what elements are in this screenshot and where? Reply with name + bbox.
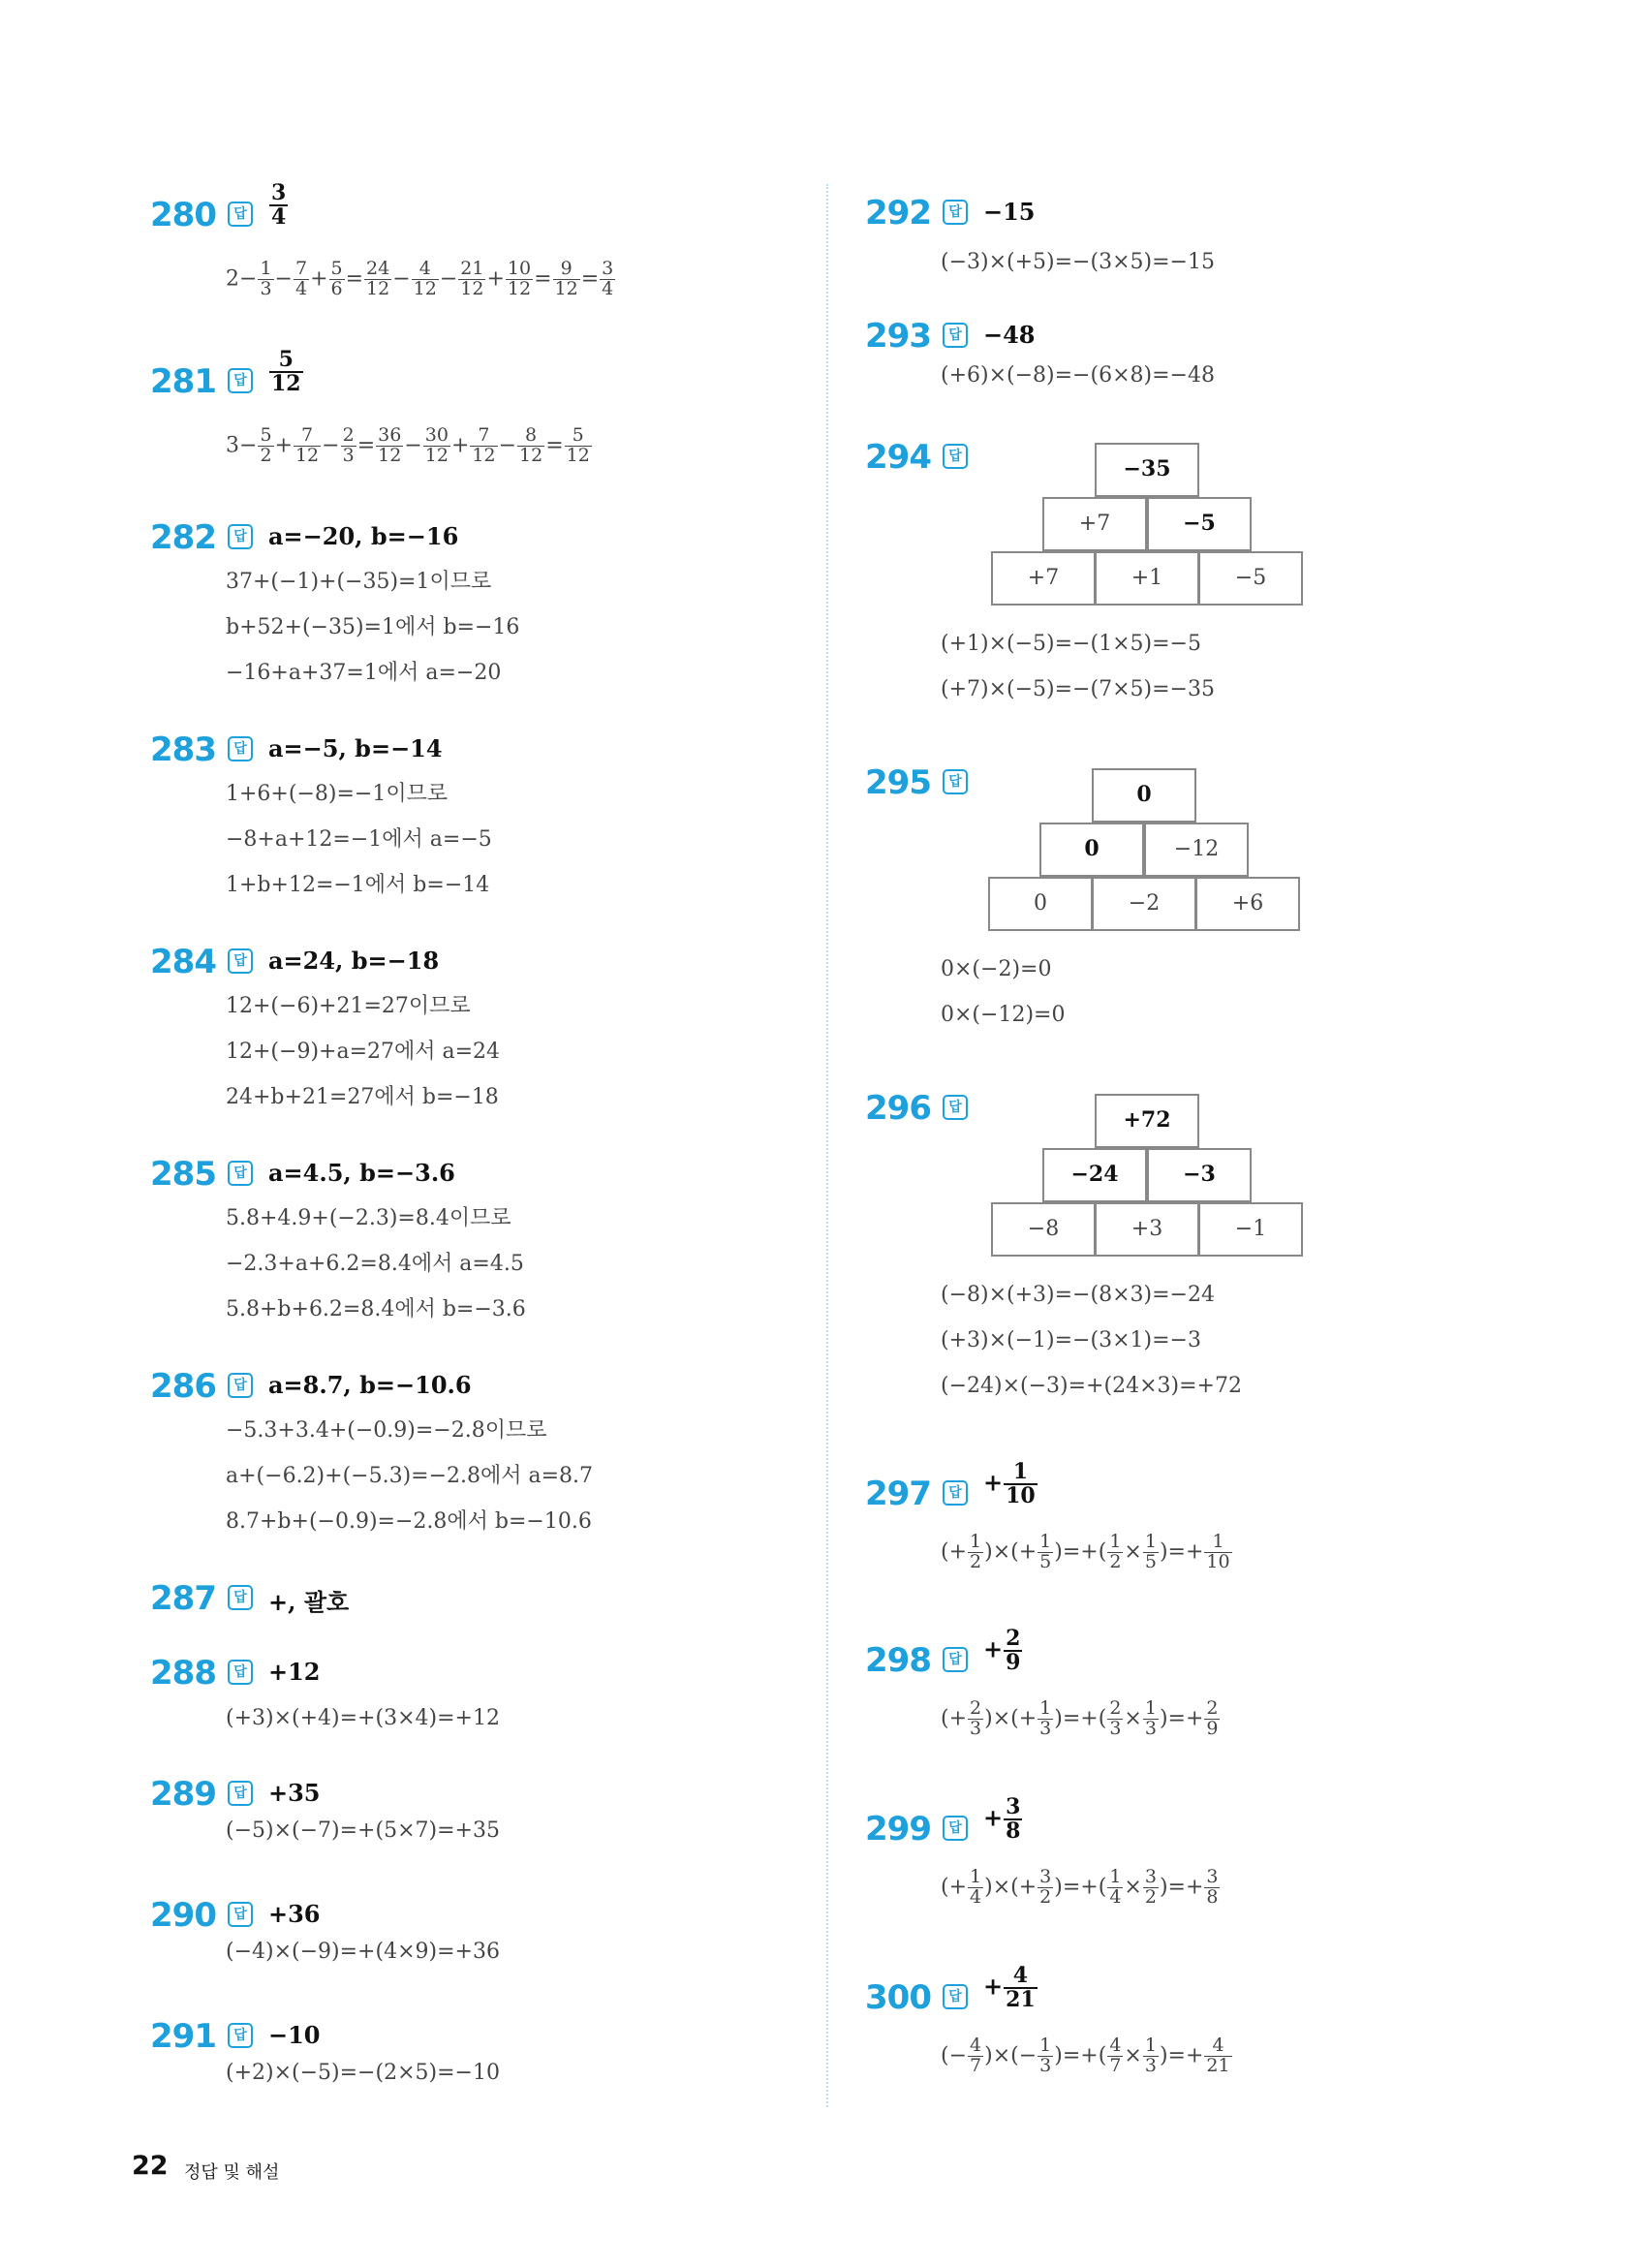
answer-badge: 답 (228, 948, 253, 974)
answer-badge: 답 (228, 1585, 253, 1610)
solution-line: a+(−6.2)+(−5.3)=−2.8에서 a=8.7 (226, 1464, 594, 1488)
answer-badge: 답 (228, 1660, 253, 1685)
problem-number: 299 (865, 1810, 931, 1849)
solution-line: 0×(−2)=0 (941, 957, 1052, 981)
solution-line: 5.8+4.9+(−2.3)=8.4이므로 (226, 1206, 511, 1230)
solution-line: 1+6+(−8)=−1이므로 (226, 782, 449, 806)
answer: a=−20, b=−16 (268, 522, 459, 550)
answer-badge: 답 (943, 444, 968, 469)
problem-number: 286 (150, 1367, 216, 1406)
solution-line: (+ $\frac{1}{4}$ )×(+ $\frac{3}{2}$ )=+( $\frac{1}{4}$ × $\frac{3}{2}$ )=+ $\frac{3}{8}$ (941, 1866, 1219, 1908)
answer-badge: 답 (943, 1816, 968, 1841)
problem-number: 296 (865, 1089, 931, 1128)
answer-badge: 답 (228, 1373, 253, 1398)
answer: + $\frac{3}{8}$ (983, 1794, 1021, 1845)
answer: a=8.7, b=−10.6 (268, 1371, 472, 1399)
solution-line: −8+a+12=−1에서 a=−5 (226, 827, 492, 852)
solution-line: (+6)×(−8)=−(6×8)=−48 (941, 363, 1215, 388)
pyramid-cell-top: 0 (1092, 768, 1196, 823)
pyramid-cell-bottom: −1 (1198, 1202, 1303, 1257)
problem-number: 292 (865, 194, 931, 233)
answer-badge: 답 (228, 1902, 253, 1927)
problem-number: 282 (150, 518, 216, 557)
solution-line: 0×(−12)=0 (941, 1003, 1066, 1027)
problem-number: 281 (150, 362, 216, 401)
answer-badge: 답 (943, 200, 968, 225)
solution-line: 3− $\frac{5}{2}$ + $\frac{7}{12}$ − $\frac{2}{3}$ = $\frac{36}{12}$ − $\frac{30}{12}$ + $\frac{7}{12}$ − $\frac{8}{12}$ = $\frac{5}{12}$ (226, 424, 590, 466)
solution-line: (+1)×(−5)=−(1×5)=−5 (941, 632, 1201, 656)
solution-line: 1+b+12=−1에서 b=−14 (226, 873, 490, 897)
answer-badge: 답 (228, 202, 253, 227)
solution-line: (+2)×(−5)=−(2×5)=−10 (226, 2061, 500, 2085)
answer: +35 (268, 1779, 321, 1807)
problem-number: 280 (150, 196, 216, 234)
answer-badge: 답 (943, 323, 968, 348)
answer: +, 괄호 (268, 1588, 350, 1616)
solution-line: (+ $\frac{1}{2}$ )×(+ $\frac{1}{5}$ )=+( $\frac{1}{2}$ × $\frac{1}{5}$ )=+ $\frac{1}{10}$ (941, 1531, 1230, 1572)
solution-line: −16+a+37=1에서 a=−20 (226, 661, 502, 685)
pyramid-cell-bottom: −8 (991, 1202, 1096, 1257)
answer: +12 (268, 1658, 321, 1686)
solution-line: 12+(−9)+a=27에서 a=24 (226, 1040, 501, 1064)
problem-number: 284 (150, 943, 216, 981)
solution-line: 37+(−1)+(−35)=1이므로 (226, 570, 492, 594)
pyramid-cell-bottom: −5 (1198, 551, 1303, 606)
pyramid-cell-bottom: −2 (1092, 877, 1196, 931)
answer: $\frac{3}{4}$ (271, 180, 287, 231)
pyramid-cell-top: −35 (1095, 443, 1199, 497)
problem-number: 283 (150, 730, 216, 769)
problem-number: 289 (150, 1775, 216, 1814)
pyramid-cell-bottom: +6 (1195, 877, 1300, 931)
answer: −15 (983, 198, 1036, 226)
solution-line: (+ $\frac{2}{3}$ )×(+ $\frac{1}{3}$ )=+( $\frac{2}{3}$ × $\frac{1}{3}$ )=+ $\frac{2}{9}$ (941, 1697, 1219, 1739)
problem-number: 297 (865, 1475, 931, 1513)
answer: a=4.5, b=−3.6 (268, 1159, 455, 1187)
solution-line: (−24)×(−3)=+(24×3)=+72 (941, 1374, 1242, 1398)
solution-line: 12+(−6)+21=27이므로 (226, 994, 471, 1018)
column-divider (826, 184, 828, 2107)
footer-label: 정답 및 해설 (184, 2162, 280, 2183)
answer-badge: 답 (228, 524, 253, 549)
solution-line: (−4)×(−9)=+(4×9)=+36 (226, 1940, 500, 1964)
problem-number: 298 (865, 1641, 931, 1680)
answer-badge: 답 (228, 1161, 253, 1186)
pyramid-cell-mid: −3 (1147, 1148, 1252, 1202)
answer: a=24, b=−18 (268, 947, 440, 975)
pyramid-cell-mid: +7 (1042, 497, 1147, 551)
solution-line: (− $\frac{4}{7}$ )×(− $\frac{1}{3}$ )=+( $\frac{4}{7}$ × $\frac{1}{3}$ )=+ $\frac{4}{21}$ (941, 2035, 1230, 2076)
problem-number: 290 (150, 1896, 216, 1935)
pyramid-cell-mid: 0 (1039, 823, 1144, 877)
pyramid-cell-mid: −12 (1144, 823, 1249, 877)
answer: $\frac{5}{12}$ (271, 347, 301, 397)
answer: + $\frac{2}{9}$ (983, 1626, 1021, 1676)
solution-line: (+3)×(+4)=+(3×4)=+12 (226, 1706, 500, 1730)
problem-number: 288 (150, 1654, 216, 1693)
answer-badge: 답 (228, 2023, 253, 2048)
answer: −48 (983, 321, 1036, 349)
solution-line: 5.8+b+6.2=8.4에서 b=−3.6 (226, 1297, 526, 1321)
solution-line: (−8)×(+3)=−(8×3)=−24 (941, 1283, 1215, 1307)
answer: + $\frac{1}{10}$ (983, 1459, 1036, 1509)
solution-line: 24+b+21=27에서 b=−18 (226, 1085, 499, 1109)
answer-badge: 답 (943, 769, 968, 794)
solution-line: −5.3+3.4+(−0.9)=−2.8이므로 (226, 1418, 547, 1443)
answer-badge: 답 (943, 1480, 968, 1506)
problem-number: 293 (865, 317, 931, 356)
pyramid-cell-top: +72 (1095, 1094, 1199, 1148)
answer-badge: 답 (943, 1647, 968, 1672)
pyramid-cell-mid: −5 (1147, 497, 1252, 551)
solution-line: −2.3+a+6.2=8.4에서 a=4.5 (226, 1252, 524, 1276)
problem-number: 291 (150, 2017, 216, 2056)
problem-number: 287 (150, 1579, 216, 1618)
solution-line: 8.7+b+(−0.9)=−2.8에서 b=−10.6 (226, 1509, 592, 1534)
answer-badge: 답 (228, 736, 253, 761)
answer-badge: 답 (943, 1984, 968, 2009)
problem-number: 285 (150, 1155, 216, 1194)
problem-number: 294 (865, 438, 931, 477)
problem-number: 295 (865, 763, 931, 802)
pyramid-cell-bottom: +1 (1095, 551, 1199, 606)
pyramid-cell-bottom: +7 (991, 551, 1096, 606)
answer: −10 (268, 2021, 321, 2049)
answer-badge: 답 (228, 368, 253, 393)
solution-line: (+3)×(−1)=−(3×1)=−3 (941, 1328, 1201, 1352)
solution-line: b+52+(−35)=1에서 b=−16 (226, 615, 520, 639)
solution-line: 2− $\frac{1}{3}$ − $\frac{7}{4}$ + $\frac{5}{6}$ = $\frac{24}{12}$ − $\frac{4}{12}$ − $\frac{21}{12}$ + $\frac{10}{12}$ = $\frac{9}{12}$ = $\frac{3}{4}$ (226, 258, 614, 299)
pyramid-cell-bottom: +3 (1095, 1202, 1199, 1257)
answer: +36 (268, 1900, 321, 1928)
page-number: 22 (132, 2151, 169, 2181)
problem-number: 300 (865, 1978, 931, 2017)
pyramid-cell-bottom: 0 (988, 877, 1093, 931)
answer-badge: 답 (943, 1095, 968, 1120)
answer: a=−5, b=−14 (268, 734, 443, 762)
pyramid-cell-mid: −24 (1042, 1148, 1147, 1202)
answer-badge: 답 (228, 1781, 253, 1806)
solution-line: (+7)×(−5)=−(7×5)=−35 (941, 677, 1215, 701)
solution-line: (−5)×(−7)=+(5×7)=+35 (226, 1818, 500, 1843)
solution-line: (−3)×(+5)=−(3×5)=−15 (941, 250, 1215, 274)
answer: + $\frac{4}{21}$ (983, 1963, 1036, 2013)
